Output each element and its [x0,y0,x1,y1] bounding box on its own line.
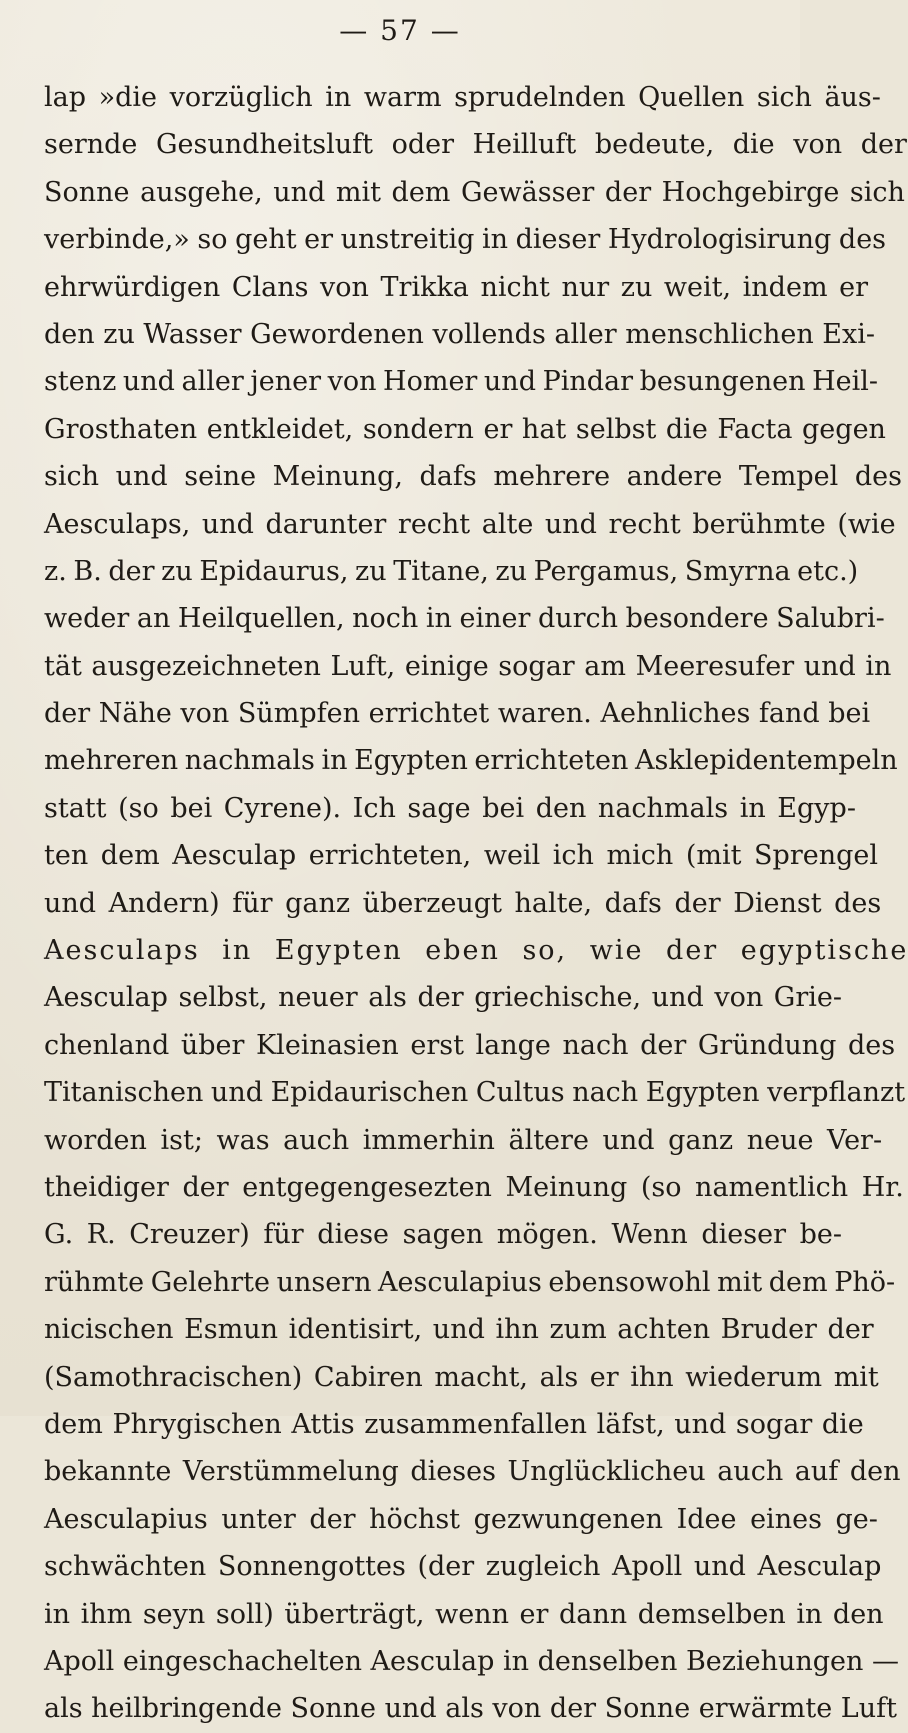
text-line: und Andern) für ganz überzeugt halte, dafs der Dienst des [44,887,882,919]
text-line: Aesculapius unter der höchst gezwungenen Idee eines ge- [44,1503,878,1535]
text-line: lap »die vorzüglich in warm sprudelnden Quellen sich äus- [44,82,881,113]
text-line: den zu Wasser Gewordenen vollends aller menschlichen Exi- [44,318,876,350]
text-line: Titanischen und Epidaurischen Cultus nach Egypten verpflanzt [44,1077,906,1109]
text-line: weder an Heilquellen, noch in einer durch besondere Salubri- [44,603,885,635]
text-line: sernde Gesundheitsluft oder Heilluft bedeute, die von der [44,129,907,161]
text-line: als heilbringende Sonne und als von der Sonne erwärmte Luft [44,1693,897,1725]
text-line: Aesculaps, und darunter recht alte und recht berühmte (wie [44,508,896,540]
text-line: Aesculaps in Egypten eben so, wie der egyptische [44,935,908,967]
text-line: chenland über Kleinasien erst lange nach der Gründung des [44,1029,896,1061]
text-line: ehrwürdigen Clans von Trikka nicht nur zu weit, indem er [44,271,869,303]
text-line: nicischen Esmun identisirt, und ihn zum achten Bruder der [44,1314,874,1346]
text-line: in ihm seyn soll) überträgt, wenn er dann demselben in den [44,1598,884,1630]
text-line: stenz und aller jener von Homer und Pindar besungenen Heil- [44,366,879,398]
text-line: der Nähe von Sümpfen errichtet waren. Aehnliches fand bei [44,698,871,730]
text-line: dem Phrygischen Attis zusammenfallen läfst, und sogar die [44,1408,864,1440]
text-line: statt (so bei Cyrene). Ich sage bei den nachmals in Egyp- [44,792,856,824]
text-line: (Samothracischen) Cabiren macht, als er ihn wiederum mit [44,1361,879,1393]
text-line: rühmte Gelehrte unsern Aesculapius ebensowohl mit dem Phö- [44,1266,896,1298]
text-line: Aesculap selbst, neuer als der griechische, und von Grie- [44,982,843,1014]
text-line: verbinde,» so geht er unstreitig in dieser Hydrologisirung des [44,224,887,256]
body-text [44,74,908,1733]
text-line: z. B. der zu Epidaurus, zu Titane, zu Pergamus, Smyrna etc.) [44,555,859,587]
text-line: theidiger der entgegengesezten Meinung (so namentlich Hr. [44,1171,904,1203]
text-line: mehreren nachmals in Egypten errichteten Asklepidentempeln [44,745,898,777]
text-line: Sonne ausgehe, und mit dem Gewässer der Hochgebirge sich [44,176,905,208]
text-line: Apoll eingeschachelten Aesculap in denselben Beziehungen — [44,1645,900,1677]
text-line: G. R. Creuzer) für diese sagen mögen. Wenn dieser be- [44,1219,842,1251]
text-line: ten dem Aesculap errichteten, weil ich mich (mit Sprengel [44,840,878,872]
text-line: schwächten Sonnengottes (der zugleich Apoll und Aesculap [44,1551,882,1583]
text-line: worden ist; was auch immerhin ältere und ganz neue Ver- [44,1124,883,1156]
text-line: bekannte Verstümmelung dieses Unglücklicheu auch auf den [44,1456,901,1488]
page-header [0,14,800,47]
text-line: sich und seine Meinung, dafs mehrere andere Tempel des [44,461,902,493]
page-number: — 57 — [339,14,461,47]
text-line: tät ausgezeichneten Luft, einige sogar am Meeresufer und in [44,650,892,682]
text-line: Grosthaten entkleidet, sondern er hat selbst die Facta gegen [44,413,886,445]
